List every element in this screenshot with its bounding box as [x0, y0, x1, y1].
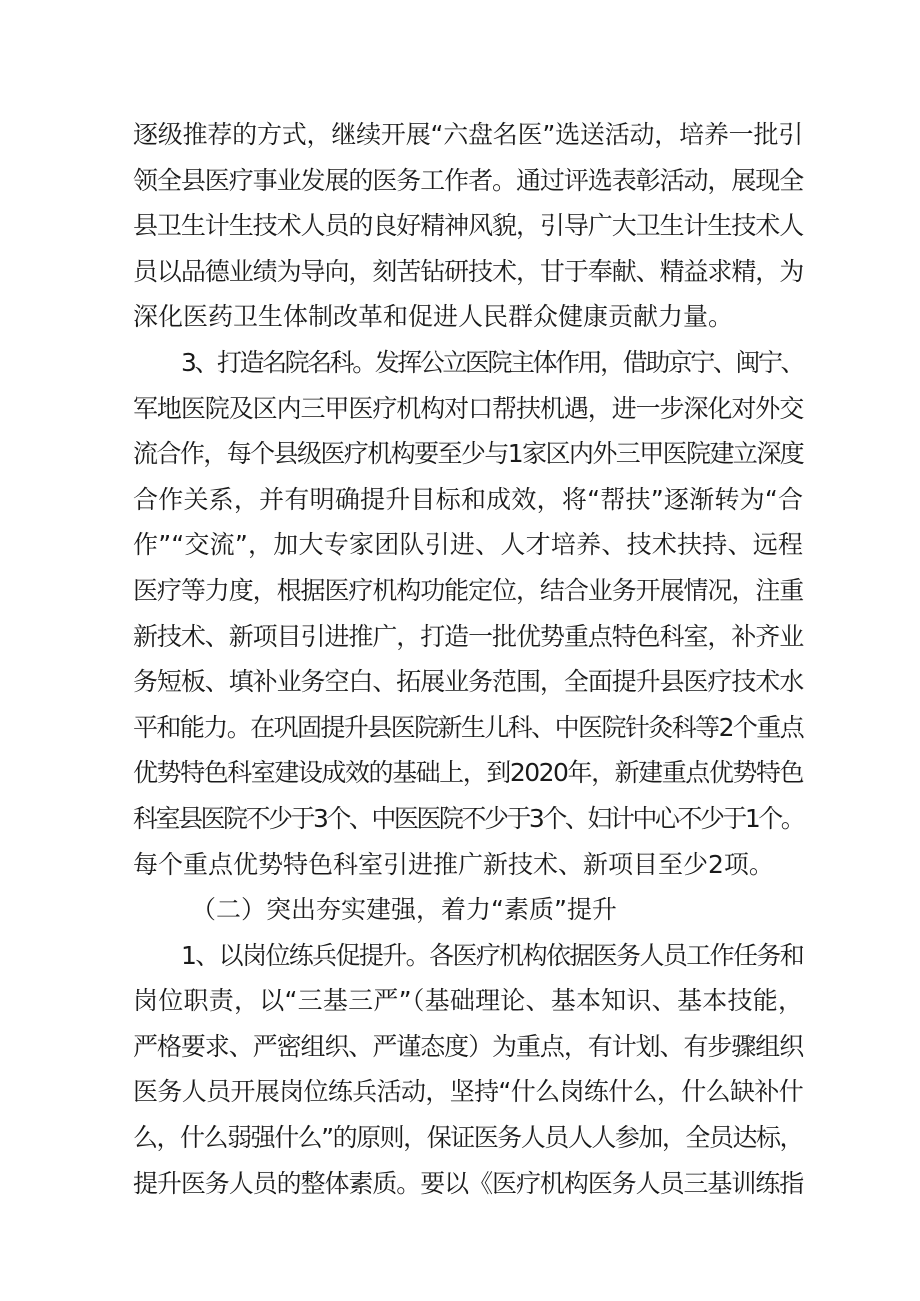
text-line: 严格要求、严密组织、严谨态度）为重点，有计划、有步骤组织	[133, 1031, 803, 1061]
text-line: 每个重点优势特色科室引进推广新技术、新项目至少2项。	[133, 849, 774, 879]
text-line: 领全县医疗事业发展的医务工作者。通过评选表彰活动，展现全	[133, 165, 803, 195]
text-line: 深化医药卫生体制改革和促进人民群众健康贡献力量。	[133, 302, 734, 332]
paragraph-first-line: 3、打造名院名科。发挥公立医院主体作用，借助京宁、闽宁、	[181, 347, 803, 377]
section-heading: （二）突出夯实建强，着力“素质”提升	[191, 895, 617, 925]
text-line: 务短板、填补业务空白、拓展业务范围，全面提升县医疗技术水	[133, 667, 803, 697]
text-line: 优势特色科室建设成效的基础上，到2020年，新建重点优势特色	[133, 758, 803, 788]
text-line: 提升医务人员的整体素质。要以《医疗机构医务人员三基训练指	[133, 1168, 803, 1198]
text-line: 作”“交流”，加大专家团队引进、人才培养、技术扶持、远程	[133, 530, 803, 560]
text-line: 流合作，每个县级医疗机构要至少与1家区内外三甲医院建立深度	[133, 439, 803, 469]
text-line: 逐级推荐的方式，继续开展“六盘名医”选送活动，培养一批引	[133, 120, 803, 149]
text-line: 么，什么弱强什么”的原则，保证医务人员人人参加，全员达标，	[133, 1123, 803, 1153]
text-line: 新技术、新项目引进推广，打造一批优势重点特色科室，补齐业	[133, 621, 803, 651]
text-line: 科室县医院不少于3个、中医医院不少于3个、妇计中心不少于1个。	[133, 803, 804, 833]
document-body	[133, 112, 803, 1206]
text-line: 医疗等力度，根据医疗机构功能定位，结合业务开展情况，注重	[133, 575, 803, 605]
text-line: 军地医院及区内三甲医疗机构对口帮扶机遇，进一步深化对外交	[133, 393, 803, 423]
text-line: 县卫生计生技术人员的良好精神风貌，引导广大卫生计生技术人	[133, 211, 803, 241]
text-line: 岗位职责，以“三基三严”（基础理论、基本知识、基本技能，	[133, 986, 803, 1016]
paragraph-first-line: 1、以岗位练兵促提升。各医疗机构依据医务人员工作任务和	[181, 940, 803, 970]
text-line: 员以品德业绩为导向，刻苦钻研技术，甘于奉献、精益求精，为	[133, 256, 803, 286]
text-line: 医务人员开展岗位练兵活动，坚持“什么岗练什么，什么缺补什	[133, 1077, 803, 1107]
text-line: 合作关系，并有明确提升目标和成效，将“帮扶”逐渐转为“合	[133, 484, 803, 514]
text-line: 平和能力。在巩固提升县医院新生儿科、中医院针灸科等2个重点	[133, 712, 803, 742]
